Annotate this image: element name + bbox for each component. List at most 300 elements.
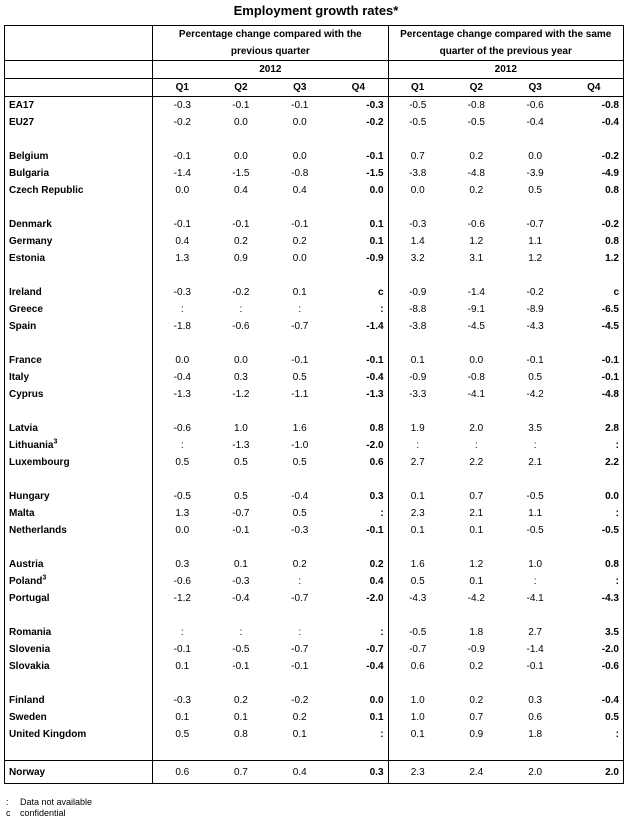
value-same-quarter-prev-year: -4.2 bbox=[467, 593, 485, 604]
value-prev-quarter: -1.0 bbox=[291, 440, 309, 451]
value-same-quarter-prev-year: : bbox=[615, 576, 619, 587]
value-prev-quarter: -0.2 bbox=[329, 114, 388, 131]
value-prev-quarter: 0.8 bbox=[329, 420, 388, 437]
value-same-quarter-prev-year: 2.7 bbox=[410, 457, 425, 468]
value-same-quarter-prev-year: 1.9 bbox=[410, 423, 425, 434]
value-prev-quarter: : bbox=[180, 627, 184, 638]
value-prev-quarter: 0.0 bbox=[175, 525, 190, 536]
value-same-quarter-prev-year: -4.3 bbox=[409, 593, 427, 604]
value-same-quarter-prev-year: 2.0 bbox=[506, 761, 565, 784]
value-prev-quarter: -1.5 bbox=[232, 168, 250, 179]
value-same-quarter-prev-year: : bbox=[533, 576, 537, 587]
value-prev-quarter: 0.1 bbox=[329, 233, 388, 250]
value-same-quarter-prev-year: -8.9 bbox=[526, 304, 544, 315]
value-prev-quarter: -0.7 bbox=[329, 641, 388, 658]
value-prev-quarter: -1.5 bbox=[329, 165, 388, 182]
value-prev-quarter: 0.2 bbox=[292, 236, 307, 247]
value-prev-quarter: -0.4 bbox=[232, 593, 250, 604]
country-label: Romania bbox=[9, 627, 52, 638]
country-name bbox=[5, 369, 153, 386]
value-same-quarter-prev-year: -3.8 bbox=[409, 321, 427, 332]
value-same-quarter-prev-year: 0.2 bbox=[469, 695, 484, 706]
value-prev-quarter: : bbox=[239, 304, 243, 315]
value-same-quarter-prev-year: 0.8 bbox=[605, 559, 619, 570]
value-same-quarter-prev-year: 0.1 bbox=[469, 576, 484, 587]
value-same-quarter-prev-year: 1.6 bbox=[410, 559, 425, 570]
value-same-quarter-prev-year: -6.5 bbox=[601, 304, 619, 315]
value-same-quarter-prev-year: -0.8 bbox=[601, 100, 619, 111]
value-prev-quarter: -0.2 bbox=[232, 287, 250, 298]
value-prev-quarter: -0.2 bbox=[173, 117, 191, 128]
value-prev-quarter: -0.1 bbox=[291, 355, 309, 366]
value-same-quarter-prev-year: 3.5 bbox=[528, 423, 543, 434]
value-prev-quarter: -0.1 bbox=[291, 219, 309, 230]
value-same-quarter-prev-year: : bbox=[416, 440, 420, 451]
value-prev-quarter: -0.4 bbox=[329, 658, 388, 675]
value-prev-quarter: -1.8 bbox=[173, 321, 191, 332]
country-label: Spain bbox=[9, 321, 37, 332]
table-row bbox=[5, 556, 624, 573]
year-header-left: 2012 bbox=[153, 61, 388, 79]
country-name bbox=[5, 318, 153, 335]
value-same-quarter-prev-year: -2.0 bbox=[601, 644, 619, 655]
value-same-quarter-prev-year: : bbox=[615, 440, 619, 451]
value-same-quarter-prev-year: -0.1 bbox=[526, 355, 544, 366]
value-prev-quarter: 1.3 bbox=[175, 508, 190, 519]
value-same-quarter-prev-year: 1.0 bbox=[528, 559, 543, 570]
group-header-previous-quarter: Percentage change compared with the previous quarter bbox=[153, 26, 388, 61]
value-same-quarter-prev-year: c bbox=[613, 287, 619, 298]
value-prev-quarter: 0.4 bbox=[233, 185, 248, 196]
table-row bbox=[5, 148, 624, 165]
value-prev-quarter: 0.5 bbox=[292, 372, 307, 383]
value-same-quarter-prev-year: 0.7 bbox=[469, 491, 484, 502]
value-same-quarter-prev-year: -1.4 bbox=[526, 644, 544, 655]
value-same-quarter-prev-year: -4.5 bbox=[601, 321, 619, 332]
value-prev-quarter: 0.5 bbox=[175, 457, 190, 468]
value-prev-quarter: 0.5 bbox=[292, 508, 307, 519]
value-same-quarter-prev-year: 2.0 bbox=[565, 761, 624, 784]
value-prev-quarter: -0.1 bbox=[329, 352, 388, 369]
value-same-quarter-prev-year: -9.1 bbox=[467, 304, 485, 315]
value-prev-quarter: : bbox=[298, 304, 302, 315]
value-prev-quarter: 0.0 bbox=[292, 117, 307, 128]
table-row bbox=[5, 522, 624, 539]
country-header bbox=[5, 26, 153, 61]
value-prev-quarter: 0.3 bbox=[233, 372, 248, 383]
value-prev-quarter: : bbox=[180, 304, 184, 315]
value-prev-quarter: 0.0 bbox=[233, 151, 248, 162]
value-prev-quarter: 0.1 bbox=[233, 559, 248, 570]
value-same-quarter-prev-year: -0.2 bbox=[601, 219, 619, 230]
value-prev-quarter: 0.1 bbox=[175, 661, 190, 672]
value-same-quarter-prev-year: -0.6 bbox=[467, 219, 485, 230]
value-same-quarter-prev-year: -4.3 bbox=[526, 321, 544, 332]
value-prev-quarter: 0.4 bbox=[292, 185, 307, 196]
value-same-quarter-prev-year: 1.8 bbox=[528, 729, 543, 740]
country-name bbox=[5, 454, 153, 471]
value-same-quarter-prev-year: 2.2 bbox=[605, 457, 619, 468]
country-label: Germany bbox=[9, 236, 53, 247]
value-same-quarter-prev-year: 0.1 bbox=[410, 729, 425, 740]
country-name bbox=[5, 97, 153, 115]
value-same-quarter-prev-year: 1.2 bbox=[469, 236, 484, 247]
value-same-quarter-prev-year: 0.1 bbox=[469, 525, 484, 536]
value-prev-quarter: -0.7 bbox=[291, 644, 309, 655]
value-same-quarter-prev-year: 0.2 bbox=[469, 151, 484, 162]
value-prev-quarter: -0.7 bbox=[291, 321, 309, 332]
legend-text: Data not available bbox=[20, 797, 93, 807]
value-same-quarter-prev-year: -0.9 bbox=[467, 644, 485, 655]
value-same-quarter-prev-year: -0.5 bbox=[409, 627, 427, 638]
value-prev-quarter: 0.5 bbox=[233, 457, 248, 468]
value-prev-quarter: : bbox=[329, 301, 388, 318]
value-prev-quarter: -0.3 bbox=[173, 100, 191, 111]
country-name bbox=[5, 641, 153, 658]
value-same-quarter-prev-year: -0.1 bbox=[601, 355, 619, 366]
value-same-quarter-prev-year: 0.6 bbox=[410, 661, 425, 672]
table-row bbox=[5, 250, 624, 267]
value-same-quarter-prev-year: -0.3 bbox=[409, 219, 427, 230]
quarter-header: Q2 bbox=[447, 79, 506, 97]
table-row bbox=[5, 165, 624, 182]
country-name bbox=[5, 692, 153, 709]
value-same-quarter-prev-year: -0.6 bbox=[601, 661, 619, 672]
country-label: Finland bbox=[9, 695, 45, 706]
country-name bbox=[5, 726, 153, 743]
country-label: Lithuania bbox=[9, 440, 54, 451]
value-same-quarter-prev-year: -4.1 bbox=[526, 593, 544, 604]
value-prev-quarter: : bbox=[329, 726, 388, 743]
value-prev-quarter: -0.6 bbox=[173, 576, 191, 587]
value-same-quarter-prev-year: -0.5 bbox=[409, 117, 427, 128]
spacer-row bbox=[5, 267, 624, 284]
value-same-quarter-prev-year: 2.7 bbox=[528, 627, 543, 638]
value-same-quarter-prev-year: 0.2 bbox=[469, 185, 484, 196]
quarter-header: Q3 bbox=[270, 79, 329, 97]
value-prev-quarter: -0.8 bbox=[291, 168, 309, 179]
legend-symbol: c bbox=[6, 808, 11, 818]
value-same-quarter-prev-year: -0.4 bbox=[601, 695, 619, 706]
value-same-quarter-prev-year: -0.8 bbox=[467, 100, 485, 111]
table-row bbox=[5, 386, 624, 403]
quarter-header: Q1 bbox=[388, 79, 447, 97]
value-prev-quarter: -0.1 bbox=[291, 100, 309, 111]
value-same-quarter-prev-year: 1.0 bbox=[410, 712, 425, 723]
country-label: Czech Republic bbox=[9, 185, 84, 196]
country-label: Bulgaria bbox=[9, 168, 50, 179]
year-header-right: 2012 bbox=[388, 61, 623, 79]
value-same-quarter-prev-year: -0.5 bbox=[601, 525, 619, 536]
value-same-quarter-prev-year: 0.5 bbox=[605, 712, 619, 723]
value-same-quarter-prev-year: 0.2 bbox=[469, 661, 484, 672]
value-same-quarter-prev-year: -4.8 bbox=[601, 389, 619, 400]
value-prev-quarter: -0.7 bbox=[232, 508, 250, 519]
country-label: Slovenia bbox=[9, 644, 51, 655]
table-row bbox=[5, 420, 624, 437]
table-row bbox=[5, 284, 624, 301]
value-prev-quarter: : bbox=[298, 576, 302, 587]
value-same-quarter-prev-year: 3.2 bbox=[410, 253, 425, 264]
quarter-header: Q3 bbox=[506, 79, 565, 97]
spacer-row bbox=[5, 743, 624, 761]
value-prev-quarter: -0.7 bbox=[291, 593, 309, 604]
country-name bbox=[5, 165, 153, 182]
country-name bbox=[5, 505, 153, 522]
country-name bbox=[5, 709, 153, 726]
value-prev-quarter: : bbox=[180, 440, 184, 451]
country-label: Hungary bbox=[9, 491, 50, 502]
value-prev-quarter: -1.1 bbox=[291, 389, 309, 400]
country-name bbox=[5, 590, 153, 607]
value-prev-quarter: 0.5 bbox=[233, 491, 248, 502]
value-prev-quarter: -1.3 bbox=[173, 389, 191, 400]
value-same-quarter-prev-year: -3.3 bbox=[409, 389, 427, 400]
table-row bbox=[5, 233, 624, 250]
value-prev-quarter: -0.3 bbox=[329, 97, 388, 115]
value-prev-quarter: : bbox=[329, 505, 388, 522]
value-prev-quarter: : bbox=[239, 627, 243, 638]
value-same-quarter-prev-year: -3.8 bbox=[409, 168, 427, 179]
country-name bbox=[5, 420, 153, 437]
country-name bbox=[5, 114, 153, 131]
country-name bbox=[5, 556, 153, 573]
spacer-row bbox=[5, 131, 624, 148]
value-same-quarter-prev-year: 0.8 bbox=[605, 236, 619, 247]
country-label: Belgium bbox=[9, 151, 49, 162]
value-same-quarter-prev-year: 0.5 bbox=[410, 576, 425, 587]
table-row bbox=[5, 114, 624, 131]
value-same-quarter-prev-year: 0.5 bbox=[528, 185, 543, 196]
country-label: Cyprus bbox=[9, 389, 44, 400]
value-prev-quarter: 0.4 bbox=[329, 573, 388, 590]
value-same-quarter-prev-year: 1.2 bbox=[469, 559, 484, 570]
spacer-row bbox=[5, 403, 624, 420]
country-name bbox=[5, 624, 153, 641]
value-same-quarter-prev-year: : bbox=[474, 440, 478, 451]
country-label: Slovakia bbox=[9, 661, 50, 672]
table-row bbox=[5, 726, 624, 743]
spacer-row bbox=[5, 471, 624, 488]
country-label: Norway bbox=[9, 766, 46, 778]
country-label: Italy bbox=[9, 372, 30, 383]
table-row bbox=[5, 216, 624, 233]
value-same-quarter-prev-year: -0.2 bbox=[526, 287, 544, 298]
value-same-quarter-prev-year: 2.3 bbox=[410, 508, 425, 519]
value-same-quarter-prev-year: 2.1 bbox=[469, 508, 484, 519]
value-prev-quarter: 0.0 bbox=[329, 182, 388, 199]
value-prev-quarter: -0.1 bbox=[173, 219, 191, 230]
value-prev-quarter: 0.6 bbox=[329, 454, 388, 471]
employment-table bbox=[4, 25, 624, 784]
table-row bbox=[5, 369, 624, 386]
footnote-marker: 3 bbox=[42, 574, 47, 582]
value-same-quarter-prev-year: 2.0 bbox=[469, 423, 484, 434]
value-same-quarter-prev-year: -0.5 bbox=[409, 100, 427, 111]
value-prev-quarter: 0.0 bbox=[233, 117, 248, 128]
value-prev-quarter: -0.3 bbox=[232, 576, 250, 587]
spacer-row bbox=[5, 675, 624, 692]
value-prev-quarter: 0.3 bbox=[175, 559, 190, 570]
value-same-quarter-prev-year: -0.5 bbox=[467, 117, 485, 128]
value-same-quarter-prev-year: 3.1 bbox=[469, 253, 484, 264]
value-same-quarter-prev-year: 0.1 bbox=[410, 525, 425, 536]
table-row bbox=[5, 182, 624, 199]
country-name bbox=[5, 573, 153, 590]
value-prev-quarter: -1.2 bbox=[173, 593, 191, 604]
value-same-quarter-prev-year: : bbox=[615, 729, 619, 740]
country-label: Malta bbox=[9, 508, 35, 519]
value-prev-quarter: -0.4 bbox=[329, 369, 388, 386]
value-prev-quarter: : bbox=[329, 624, 388, 641]
value-prev-quarter: 0.2 bbox=[329, 556, 388, 573]
quarter-header: Q4 bbox=[329, 79, 388, 97]
spacer-row bbox=[5, 199, 624, 216]
value-prev-quarter: 0.1 bbox=[292, 729, 307, 740]
value-same-quarter-prev-year: 2.4 bbox=[447, 761, 506, 784]
country-name bbox=[5, 301, 153, 318]
value-same-quarter-prev-year: -0.4 bbox=[526, 117, 544, 128]
value-same-quarter-prev-year: 2.2 bbox=[469, 457, 484, 468]
value-prev-quarter: -1.3 bbox=[329, 386, 388, 403]
group-header-same-quarter-previous-year: Percentage change compared with the same quarter of the previous year bbox=[388, 26, 623, 61]
country-name bbox=[5, 522, 153, 539]
country-label: Portugal bbox=[9, 593, 50, 604]
value-same-quarter-prev-year: 1.1 bbox=[528, 508, 543, 519]
value-same-quarter-prev-year: -0.5 bbox=[526, 525, 544, 536]
value-prev-quarter: 0.8 bbox=[233, 729, 248, 740]
value-prev-quarter: 0.1 bbox=[292, 287, 307, 298]
country-label: Netherlands bbox=[9, 525, 67, 536]
country-label: EA17 bbox=[9, 100, 35, 111]
table-row bbox=[5, 761, 624, 784]
legend-text: confidential bbox=[20, 808, 66, 818]
value-same-quarter-prev-year: 0.1 bbox=[410, 355, 425, 366]
value-prev-quarter: 0.9 bbox=[233, 253, 248, 264]
value-same-quarter-prev-year: -4.8 bbox=[467, 168, 485, 179]
value-prev-quarter: -1.4 bbox=[173, 168, 191, 179]
value-same-quarter-prev-year: -0.9 bbox=[409, 287, 427, 298]
country-label: Luxembourg bbox=[9, 457, 70, 468]
value-same-quarter-prev-year: 0.6 bbox=[528, 712, 543, 723]
value-prev-quarter: -0.3 bbox=[291, 525, 309, 536]
country-name bbox=[5, 148, 153, 165]
value-prev-quarter: 0.4 bbox=[175, 236, 190, 247]
legend-item bbox=[6, 797, 92, 808]
value-same-quarter-prev-year: 0.0 bbox=[469, 355, 484, 366]
value-same-quarter-prev-year: 1.2 bbox=[605, 253, 619, 264]
value-prev-quarter: -0.1 bbox=[329, 522, 388, 539]
value-same-quarter-prev-year: : bbox=[533, 440, 537, 451]
table-row bbox=[5, 709, 624, 726]
table-row bbox=[5, 658, 624, 675]
value-prev-quarter: 0.7 bbox=[211, 761, 270, 784]
value-same-quarter-prev-year: -4.3 bbox=[601, 593, 619, 604]
value-prev-quarter: 0.5 bbox=[175, 729, 190, 740]
table-row bbox=[5, 573, 624, 590]
quarter-header: Q4 bbox=[565, 79, 624, 97]
country-name bbox=[5, 488, 153, 505]
value-same-quarter-prev-year: 0.7 bbox=[469, 712, 484, 723]
table-row bbox=[5, 624, 624, 641]
value-same-quarter-prev-year: 0.0 bbox=[605, 491, 619, 502]
value-same-quarter-prev-year: 3.5 bbox=[605, 627, 619, 638]
value-prev-quarter: 0.2 bbox=[292, 712, 307, 723]
value-prev-quarter: 0.3 bbox=[329, 488, 388, 505]
country-label: Ireland bbox=[9, 287, 42, 298]
country-label: France bbox=[9, 355, 42, 366]
value-same-quarter-prev-year: -0.7 bbox=[526, 219, 544, 230]
table-row bbox=[5, 641, 624, 658]
value-same-quarter-prev-year: -3.9 bbox=[526, 168, 544, 179]
value-prev-quarter: 0.2 bbox=[233, 236, 248, 247]
value-same-quarter-prev-year: 1.1 bbox=[528, 236, 543, 247]
value-same-quarter-prev-year: -0.6 bbox=[526, 100, 544, 111]
table-body bbox=[5, 97, 624, 784]
value-prev-quarter: -0.4 bbox=[173, 372, 191, 383]
value-prev-quarter: -0.1 bbox=[291, 661, 309, 672]
table-row bbox=[5, 352, 624, 369]
value-prev-quarter: -0.1 bbox=[173, 644, 191, 655]
table-row bbox=[5, 488, 624, 505]
value-prev-quarter: 0.0 bbox=[292, 253, 307, 264]
value-prev-quarter: -2.0 bbox=[329, 590, 388, 607]
value-prev-quarter: -0.1 bbox=[173, 151, 191, 162]
table-row bbox=[5, 454, 624, 471]
country-label: Sweden bbox=[9, 712, 47, 723]
country-label: EU27 bbox=[9, 117, 35, 128]
value-prev-quarter: -0.1 bbox=[232, 100, 250, 111]
value-same-quarter-prev-year: -4.9 bbox=[601, 168, 619, 179]
country-label: Latvia bbox=[9, 423, 38, 434]
quarter-header: Q1 bbox=[153, 79, 212, 97]
legend-item bbox=[6, 808, 92, 819]
table-row bbox=[5, 301, 624, 318]
table-row bbox=[5, 97, 624, 115]
legend-symbol: : bbox=[6, 797, 9, 807]
value-same-quarter-prev-year: : bbox=[615, 508, 619, 519]
value-prev-quarter: 0.1 bbox=[233, 712, 248, 723]
spacer-row bbox=[5, 335, 624, 352]
value-prev-quarter: -0.3 bbox=[173, 287, 191, 298]
value-prev-quarter: 0.2 bbox=[233, 695, 248, 706]
value-prev-quarter: 0.1 bbox=[329, 216, 388, 233]
spacer-row bbox=[5, 539, 624, 556]
value-same-quarter-prev-year: -0.9 bbox=[409, 372, 427, 383]
value-same-quarter-prev-year: -4.5 bbox=[467, 321, 485, 332]
country-name bbox=[5, 216, 153, 233]
value-same-quarter-prev-year: -1.4 bbox=[467, 287, 485, 298]
country-name bbox=[5, 437, 153, 454]
value-prev-quarter: -1.2 bbox=[232, 389, 250, 400]
table-row bbox=[5, 590, 624, 607]
value-same-quarter-prev-year: 0.0 bbox=[410, 185, 425, 196]
value-same-quarter-prev-year: -0.2 bbox=[601, 151, 619, 162]
value-prev-quarter: 0.5 bbox=[292, 457, 307, 468]
value-same-quarter-prev-year: -0.4 bbox=[601, 117, 619, 128]
value-same-quarter-prev-year: -8.8 bbox=[409, 304, 427, 315]
value-prev-quarter: -1.3 bbox=[232, 440, 250, 451]
value-same-quarter-prev-year: 2.1 bbox=[528, 457, 543, 468]
value-prev-quarter: -0.1 bbox=[329, 148, 388, 165]
value-same-quarter-prev-year: -0.1 bbox=[601, 372, 619, 383]
value-same-quarter-prev-year: 0.0 bbox=[528, 151, 543, 162]
value-same-quarter-prev-year: 1.8 bbox=[469, 627, 484, 638]
value-same-quarter-prev-year: 2.3 bbox=[388, 761, 447, 784]
country-label: United Kingdom bbox=[9, 729, 87, 740]
value-prev-quarter: 0.0 bbox=[175, 355, 190, 366]
legend bbox=[6, 797, 92, 819]
